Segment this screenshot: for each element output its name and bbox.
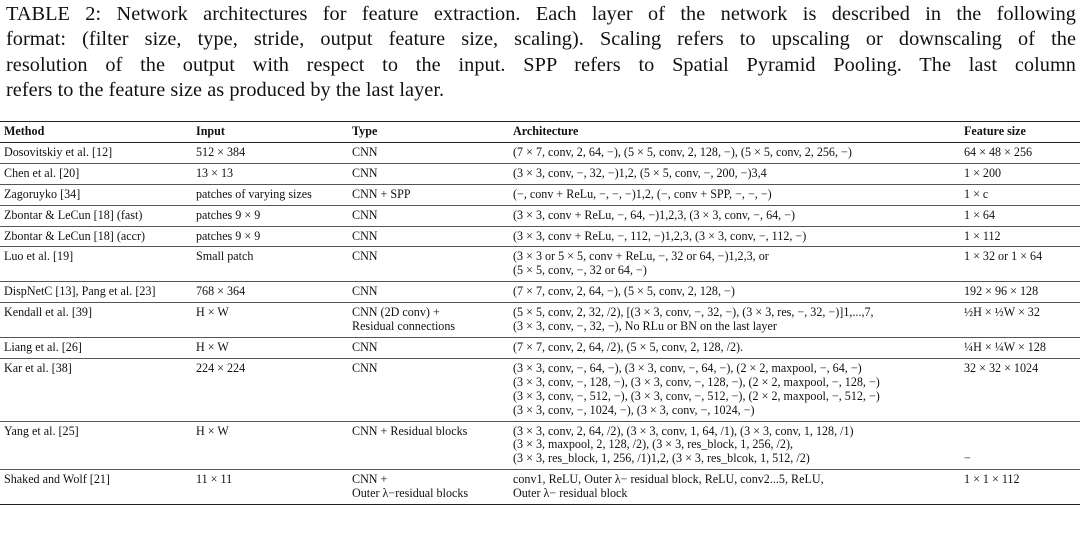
cell-method: Zagoruyko [34] (0, 184, 192, 205)
cell-architecture-line: (3 × 3, conv, −, 32, −), No RLu or BN on the last layer (513, 319, 777, 334)
cell-type-line: CNN (352, 207, 378, 222)
cell-method: Shaked and Wolf [21] (0, 470, 192, 505)
cell-input: H × W (192, 421, 348, 470)
header-feature-size: Feature size (960, 122, 1080, 143)
architecture-table (0, 121, 1080, 505)
cell-feature-size: 1 × c (960, 184, 1080, 205)
cell-input: 11 × 11 (192, 470, 348, 505)
cell-type-line: CNN (352, 228, 378, 243)
cell-input: 13 × 13 (192, 163, 348, 184)
caption-line: resolution of the output with respect to the input. SPP refers to Spatial Pyramid Pooling. The last column (6, 53, 1076, 76)
caption-line: TABLE 2: Network architectures for feature extraction. Each layer of the network is described in the following (6, 3, 1076, 25)
cell-method: Zbontar & LeCun [18] (accr) (0, 226, 192, 247)
cell-input: patches 9 × 9 (192, 226, 348, 247)
cell-architecture-line: (7 × 7, conv, 2, 64, −), (5 × 5, conv, 2, 128, −), (5 × 5, conv, 2, 256, −) (513, 144, 852, 159)
table-row (0, 358, 1080, 421)
cell-architecture (509, 470, 960, 505)
cell-architecture (509, 205, 960, 226)
cell-feature-size: ½H × ½W × 32 (960, 303, 1080, 338)
cell-type-line: CNN (352, 360, 378, 375)
cell-method: Chen et al. [20] (0, 163, 192, 184)
cell-architecture-line: (−, conv + ReLu, −, −, −)1,2, (−, conv + SPP, −, −, −) (513, 186, 772, 201)
cell-type-line: CNN + (352, 472, 388, 487)
table-row (0, 163, 1080, 184)
cell-architecture-line: (3 × 3 or 5 × 5, conv + ReLu, −, 32 or 64, −)1,2,3, or (513, 249, 769, 264)
cell-feature-size: ¼H × ¼W × 128 (960, 337, 1080, 358)
table-row (0, 226, 1080, 247)
cell-type-line: CNN (352, 284, 378, 299)
table-row (0, 247, 1080, 282)
cell-architecture-line: (3 × 3, conv, −, 64, −), (3 × 3, conv, −, 64, −), (2 × 2, maxpool, −, 64, −) (513, 360, 862, 375)
cell-type-line: CNN (352, 165, 378, 180)
cell-input: patches 9 × 9 (192, 205, 348, 226)
cell-input: patches of varying sizes (192, 184, 348, 205)
cell-method: Liang et al. [26] (0, 337, 192, 358)
cell-input: H × W (192, 337, 348, 358)
cell-type (348, 282, 509, 303)
cell-architecture (509, 282, 960, 303)
table-row (0, 337, 1080, 358)
cell-input: 512 × 384 (192, 142, 348, 163)
cell-type-line: CNN (352, 249, 378, 264)
cell-method: Yang et al. [25] (0, 421, 192, 470)
cell-architecture-line: (3 × 3, conv, −, 1024, −), (3 × 3, conv, −, 1024, −) (513, 402, 755, 417)
cell-type (348, 247, 509, 282)
table-row (0, 142, 1080, 163)
cell-type-line: Outer λ−residual blocks (352, 486, 469, 501)
cell-feature-size: 1 × 32 or 1 × 64 (960, 247, 1080, 282)
cell-architecture (509, 163, 960, 184)
cell-feature-size: 64 × 48 × 256 (960, 142, 1080, 163)
cell-architecture (509, 247, 960, 282)
cell-architecture-line: (3 × 3, res_block, 1, 256, /1)1,2, (3 × 3, res_blcok, 1, 512, /2) (513, 451, 810, 466)
cell-architecture (509, 226, 960, 247)
header-architecture: Architecture (509, 122, 960, 143)
cell-method: Dosovitskiy et al. [12] (0, 142, 192, 163)
cell-feature-size: 1 × 64 (960, 205, 1080, 226)
cell-architecture-line: (3 × 3, conv, 2, 64, /2), (3 × 3, conv, 1, 64, /1), (3 × 3, conv, 1, 128, /1) (513, 423, 854, 438)
table-body (0, 142, 1080, 504)
cell-architecture (509, 358, 960, 421)
cell-type (348, 470, 509, 505)
caption-line: refers to the feature size as produced by the last layer. (6, 78, 445, 101)
cell-feature-size: 1 × 1 × 112 (960, 470, 1080, 505)
cell-type (348, 142, 509, 163)
cell-type (348, 205, 509, 226)
cell-feature-size: 192 × 96 × 128 (960, 282, 1080, 303)
cell-method: Kendall et al. [39] (0, 303, 192, 338)
cell-architecture-line: (3 × 3, conv, −, 512, −), (3 × 3, conv, −, 512, −), (2 × 2, maxpool, −, 512, −) (513, 388, 880, 403)
table-row (0, 303, 1080, 338)
cell-type-line: CNN + Residual blocks (352, 423, 468, 438)
cell-architecture (509, 142, 960, 163)
cell-method: DispNetC [13], Pang et al. [23] (0, 282, 192, 303)
cell-type-line: Residual connections (352, 319, 456, 334)
table-row (0, 421, 1080, 470)
cell-type (348, 421, 509, 470)
cell-architecture-line: (3 × 3, conv, −, 32, −)1,2, (5 × 5, conv, −, 200, −)3,4 (513, 165, 767, 180)
cell-architecture-line: (3 × 3, conv + ReLu, −, 64, −)1,2,3, (3 × 3, conv, −, 64, −) (513, 207, 796, 222)
cell-feature-size: 32 × 32 × 1024 (960, 358, 1080, 421)
cell-feature-size: 1 × 200 (960, 163, 1080, 184)
cell-type (348, 184, 509, 205)
header-type: Type (348, 122, 509, 143)
cell-type (348, 358, 509, 421)
cell-type-line: CNN (352, 144, 378, 159)
table-row (0, 282, 1080, 303)
cell-architecture-line: (7 × 7, conv, 2, 64, −), (5 × 5, conv, 2, 128, −) (513, 284, 735, 299)
header-method: Method (0, 122, 192, 143)
table-row (0, 184, 1080, 205)
cell-architecture (509, 303, 960, 338)
caption-line: format: (filter size, type, stride, output feature size, scaling). Scaling refers to upscaling or downscaling of the (6, 28, 1076, 51)
cell-feature-size: − (960, 421, 1080, 470)
cell-feature-size: 1 × 112 (960, 226, 1080, 247)
cell-input: H × W (192, 303, 348, 338)
cell-architecture-line: (5 × 5, conv, −, 32 or 64, −) (513, 263, 647, 278)
cell-input: Small patch (192, 247, 348, 282)
cell-type-line: CNN (352, 339, 378, 354)
cell-architecture-line: conv1, ReLU, Outer λ− residual block, ReLU, conv2...5, ReLU, (513, 472, 824, 487)
cell-method: Luo et al. [19] (0, 247, 192, 282)
cell-architecture-line: (5 × 5, conv, 2, 32, /2), [(3 × 3, conv, −, 32, −), (3 × 3, res, −, 32, −)]1,...,7, (513, 305, 874, 320)
cell-architecture (509, 337, 960, 358)
table-row (0, 470, 1080, 505)
cell-architecture-line: (3 × 3, conv, −, 128, −), (3 × 3, conv, −, 128, −), (2 × 2, maxpool, −, 128, −) (513, 374, 880, 389)
cell-architecture-line: Outer λ− residual block (513, 486, 628, 501)
cell-architecture-line: (7 × 7, conv, 2, 64, /2), (5 × 5, conv, 2, 128, /2). (513, 339, 744, 354)
table-row (0, 205, 1080, 226)
cell-input: 768 × 364 (192, 282, 348, 303)
cell-architecture (509, 184, 960, 205)
cell-type (348, 163, 509, 184)
cell-input: 224 × 224 (192, 358, 348, 421)
cell-type-line: CNN (2D conv) + (352, 305, 440, 320)
cell-type-line: CNN + SPP (352, 186, 411, 201)
cell-method: Zbontar & LeCun [18] (fast) (0, 205, 192, 226)
cell-architecture-line: (3 × 3, conv + ReLu, −, 112, −)1,2,3, (3 × 3, conv, −, 112, −) (513, 228, 807, 243)
cell-architecture (509, 421, 960, 470)
cell-architecture-line: (3 × 3, maxpool, 2, 128, /2), (3 × 3, res_block, 1, 256, /2), (513, 437, 794, 452)
header-input: Input (192, 122, 348, 143)
cell-type (348, 226, 509, 247)
table-caption (6, 2, 1076, 103)
table-header-row (0, 122, 1080, 143)
cell-type (348, 303, 509, 338)
cell-type (348, 337, 509, 358)
cell-method: Kar et al. [38] (0, 358, 192, 421)
